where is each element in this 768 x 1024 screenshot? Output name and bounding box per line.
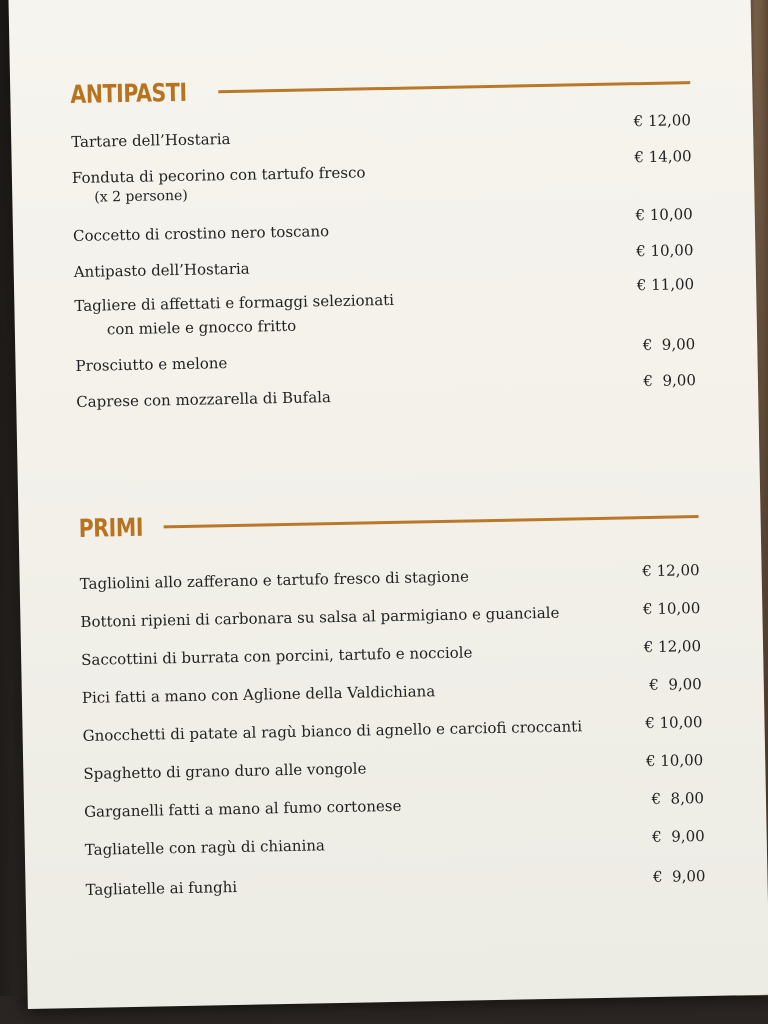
dish-name: Prosciutto e melone <box>75 354 228 375</box>
dish-price: € 10,00 <box>636 241 694 261</box>
menu-page <box>8 0 768 1009</box>
dish-name: Fonduta di pecorino con tartufo fresco <box>71 163 366 188</box>
dish-price: € 12,00 <box>643 637 702 657</box>
dish-price: € 9,00 <box>652 866 706 887</box>
dish-name: Tagliatelle ai funghi <box>85 877 238 899</box>
dish-price: € 10,00 <box>635 205 693 225</box>
dish-price: € 14,00 <box>634 147 692 167</box>
dish-note: con miele e gnocco fritto <box>106 316 297 339</box>
dish-name: Tagliatelle con ragù di chianina <box>84 836 326 859</box>
section-antipasti <box>70 62 697 422</box>
menu-list <box>80 562 706 910</box>
section-title: PRIMI <box>78 512 144 543</box>
dish-price: € 12,00 <box>642 561 700 581</box>
dish-name: Antipasto dell’Hostaria <box>73 259 250 282</box>
menu-list <box>71 111 697 422</box>
dish-price: € 10,00 <box>645 713 703 733</box>
dish-price: € 9,00 <box>652 827 705 847</box>
dish-price: € 9,00 <box>643 371 697 391</box>
dish-name: Caprese con mozzarella di Bufala <box>76 388 332 411</box>
section-title: ANTIPASTI <box>70 77 187 109</box>
dish-name: Garganelli fatti a mano al fumo cortonese <box>83 796 402 821</box>
dish-name: Tagliere di affettati e formaggi selezionati <box>74 290 395 316</box>
section-rule <box>218 81 690 93</box>
dish-price: € 12,00 <box>633 111 692 131</box>
section-header <box>70 62 691 114</box>
dish-price: € 10,00 <box>645 751 704 771</box>
dish-price: € 11,00 <box>636 275 695 295</box>
dish-price: € 10,00 <box>642 599 701 619</box>
dish-name: Pici fatti a mano con Aglione della Valdichiana <box>81 682 436 707</box>
dish-name: Coccetto di crostino nero toscano <box>72 222 330 246</box>
dish-name: Saccottini di burrata con porcini, tartufo e nocciole <box>81 643 473 669</box>
dish-name: Tartare dell’Hostaria <box>71 129 231 152</box>
section-header <box>78 496 699 548</box>
section-rule <box>163 515 698 528</box>
dish-name: Gnocchetti di patate al ragù bianco di agnello e carciofi croccanti <box>82 717 583 745</box>
dish-name: Spaghetto di grano duro alle vongole <box>83 759 367 783</box>
dish-note: (x 2 persone) <box>94 187 188 206</box>
dish-price: € 9,00 <box>649 675 702 695</box>
dish-price: € 8,00 <box>651 789 705 809</box>
dish-name: Bottoni ripieni di carbonara su salsa al parmigiano e guanciale <box>80 603 560 631</box>
section-primi <box>78 496 706 910</box>
dish-name: Tagliolini allo zafferano e tartufo fresco di stagione <box>79 567 470 593</box>
dish-price: € 9,00 <box>642 335 696 355</box>
